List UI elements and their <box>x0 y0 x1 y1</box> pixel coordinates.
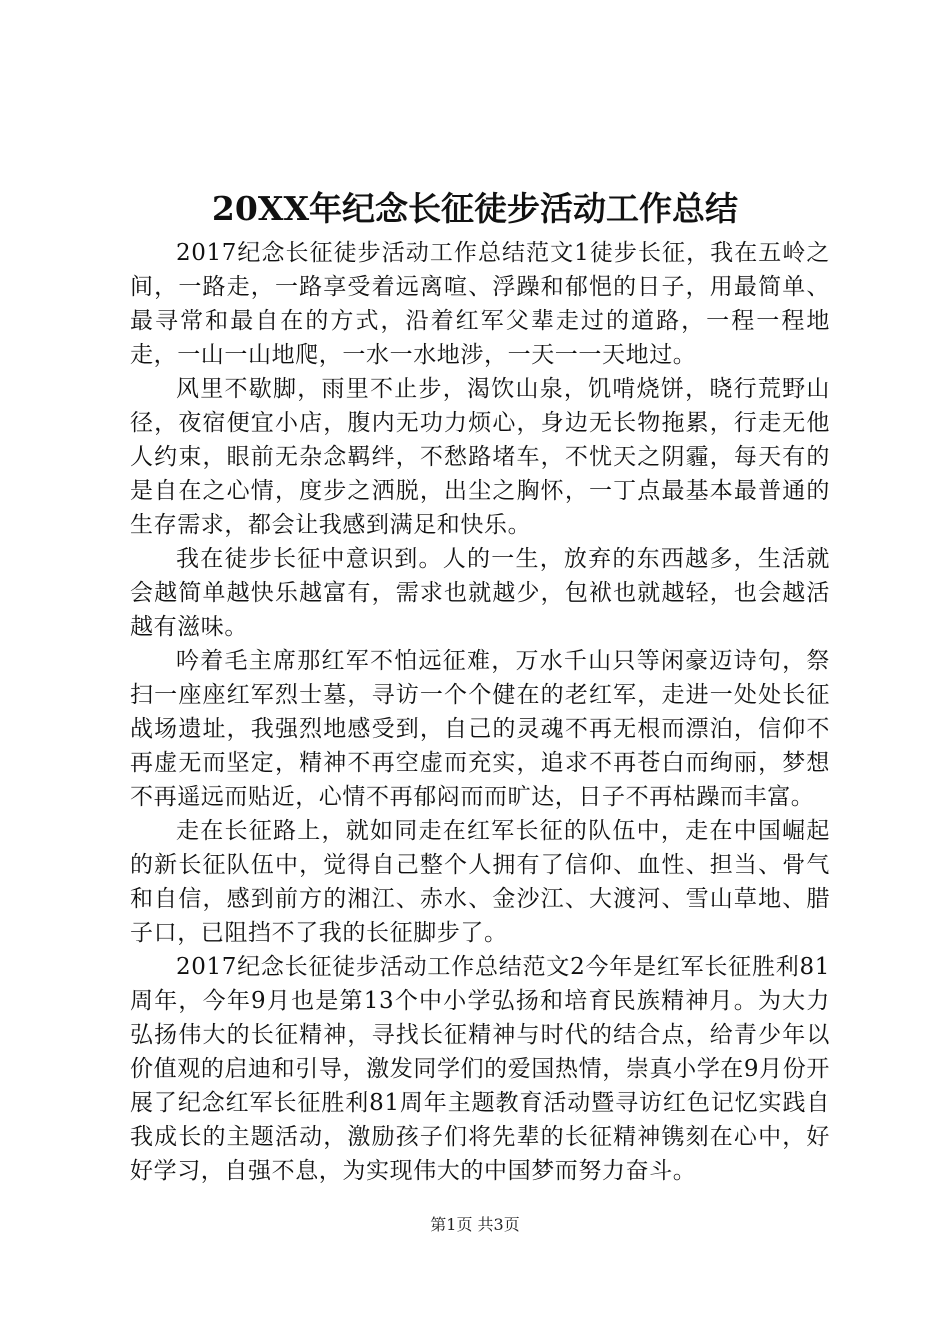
paragraph-3: 我在徒步长征中意识到。人的一生，放弃的东西越多，生活就会越简单越快乐越富有，需求也就越少，包袱也就越轻，也会越活越有滋味。 <box>130 546 830 640</box>
paragraph-6: 2017纪念长征徒步活动工作总结范文2今年是红军长征胜利81周年，今年9月也是第13个中小学弘扬和培育民族精神月。为大力弘扬伟大的长征精神，寻找长征精神与时代的结合点，给青少年以价值观的启迪和引导，激发同学们的爱国热情，崇真小学在9月份开展了纪念红军长征胜利81周年主题教育活动暨寻访红色记忆实践自我成长的主题活动，激励孩子们将先辈的长征精神镌刻在心中，好好学习，自强不息，为实现伟大的中国梦而努力奋斗。 <box>130 954 830 1184</box>
paragraph-2: 风里不歇脚，雨里不止步，渴饮山泉，饥啃烧饼，晓行荒野山径，夜宿便宜小店，腹内无功力烦心，身边无长物拖累，行走无他人约束，眼前无杂念羁绊，不愁路堵车，不忧天之阴霾，每天有的是自在之心情，度步之洒脱，出尘之胸怀，一丁点最基本最普通的生存需求，都会让我感到满足和快乐。 <box>130 376 830 538</box>
page-footer: 第1页 共3页 <box>430 1215 520 1234</box>
paragraph-5: 走在长征路上，就如同走在红军长征的队伍中，走在中国崛起的新长征队伍中，觉得自己整个人拥有了信仰、血性、担当、骨气和自信，感到前方的湘江、赤水、金沙江、大渡河、雪山草地、腊子口，已阻挡不了我的长征脚步了。 <box>130 818 830 946</box>
document-body <box>130 236 830 1188</box>
document-title: 20XX年纪念长征徒步活动工作总结 <box>211 189 739 228</box>
paragraph-4: 吟着毛主席那红军不怕远征难，万水千山只等闲豪迈诗句，祭扫一座座红军烈士墓，寻访一个个健在的老红军，走进一处处长征战场遗址，我强烈地感受到，自己的灵魂不再无根而漂泊，信仰不再虚无而坚定，精神不再空虚而充实，追求不再苍白而绚丽，梦想不再遥远而贴近，心情不再郁闷而而旷达，日子不再枯躁而丰富。 <box>130 648 830 810</box>
paragraph-1: 2017纪念长征徒步活动工作总结范文1徒步长征，我在五岭之间，一路走，一路享受着远离喧、浮躁和郁悒的日子，用最简单、最寻常和最自在的方式，沿着红军父辈走过的道路，一程一程地走，一山一山地爬，一水一水地涉，一天一一天地过。 <box>130 240 830 368</box>
